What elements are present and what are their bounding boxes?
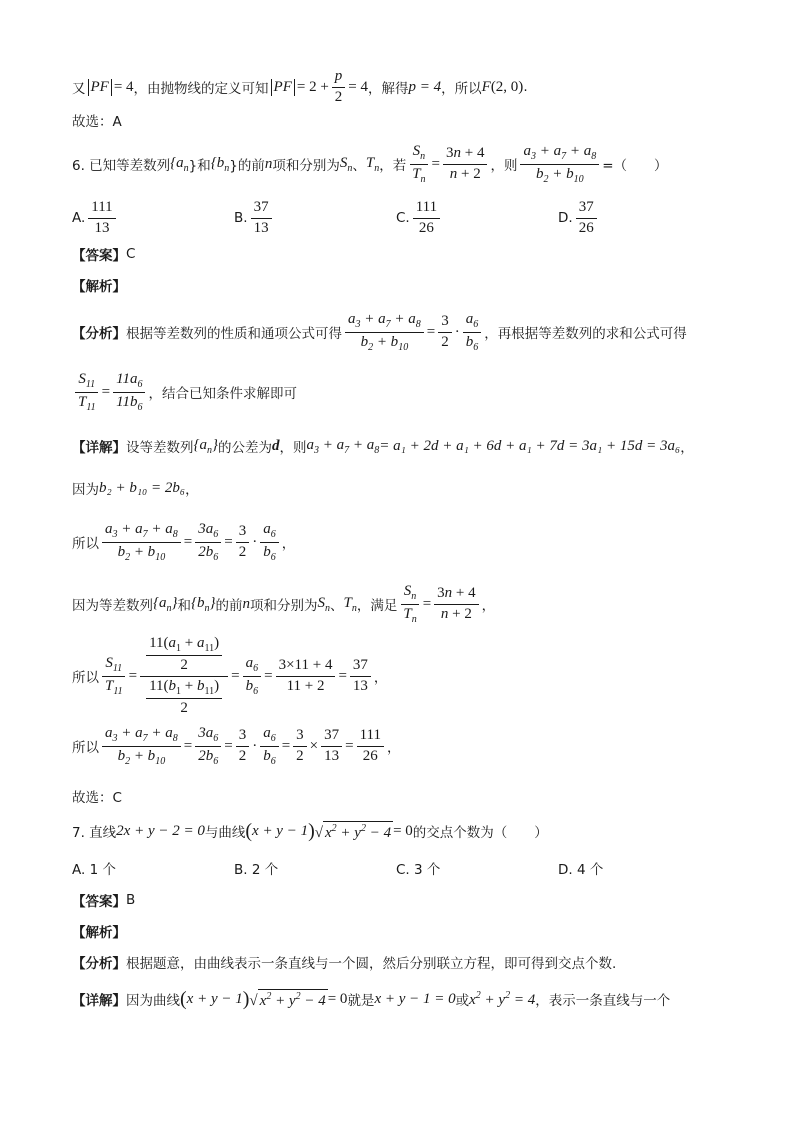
math-eq: = 4 (348, 78, 369, 95)
q6-answer: 【答案】 C (72, 246, 136, 264)
q7-analysis-label: 【解析】 (72, 925, 126, 941)
math-F: F (481, 78, 491, 95)
math-pf: PF (273, 78, 292, 95)
q7-stem: 7. 直线 2x + y − 2 = 0 与曲线 ( x + y − 1 ) √ $x^2 + y^2 - 4$ = 0 的交点个数为（ ） (72, 819, 548, 842)
option-b[interactable]: B. 2 个 (234, 862, 279, 878)
option-c[interactable]: C. $\frac{111}{26}$ (396, 198, 558, 238)
q6-step-final: 所以 $\frac{a_3 + a_7 + a_8}{b_2 + b_{10}}$ = $\frac{3a_6}{2b_6}$ = $\frac{3}{2}$ · $\frac{a_6}{b_6}$ = $\frac{3}{2}$ × $\frac{37}{13}$ = $\frac{111}{26}$ ， (72, 725, 401, 767)
solution-line-1: 又 PF = 4 ，由抛物线的定义可知 PF = 2 + $\frac{p}{2}$ = 4 ，解得 p = 4 ，所以 F (2, 0) . (72, 68, 528, 105)
q7-xiangjie: 【详解】 因为曲线 ( x + y − 1 ) √ $x^2 + y^2 - 4$ = 0 就是 x + y − 1 = 0 或 $x^2 + y^2 = 4$ ，表示一条直线与一个 (72, 987, 671, 1010)
q6-xiangjie: 【详解】 设等差数列 $\{a_n\}$ 的公差为 d ，则 $a_3 + a_7 + a_8$ = a₁ + 2d + a₁ + 6d + a₁ + 7d = 3a₁ + 15d = 3a₆ ， (72, 436, 694, 456)
q6-step-b: 因为 b₂ + b₁₀ = 2b₆ ， (72, 479, 199, 498)
fraction-p-over-2: $\frac{p}{2}$ (332, 68, 346, 106)
select-a: 故选：A (72, 114, 122, 130)
q6-stem: 6. 已知等差数列 {$a_n$ }和 {$b_n$ }的前 n 项和分别为 $S_n$ 、 $T_n$ ，若 $\frac{S_n}{T_n}$ = $\frac{3n + 4}{n + 2}$ ，则 $\frac{a_3 + a_7 + a_8}{b_2 + b_{10}}$ =（ ） (72, 143, 668, 185)
q6-fenxi: 【分析】 根据等差数列的性质和通项公式可得 $\frac{a_3 + a_7 + a_8}{b_2 + b_{10}}$ = $\frac{3}{2}$ · $\frac{a_6}{b_6}$ ，再根据等差数列的求和公式可得 (72, 311, 687, 353)
q6-step-s11: 所以 $\frac{S_{11}}{T_{11}}$ = $\frac{\frac{11(a_1 + a_{11})}{2}}{\frac{11(b_1 + b_{11})}{2}}$ = $\frac{a_6}{b_6}$ = $\frac{3\times 11 + 4}{11 + 2}$ = $\frac{37}{13}$ ， (72, 634, 388, 716)
math-eq: = 2 + (296, 78, 329, 95)
q6-options (72, 198, 732, 238)
math-pf: PF (90, 78, 109, 95)
option-d[interactable]: D. $\frac{37}{26}$ (558, 198, 720, 238)
math-p: p = 4 (408, 78, 442, 95)
q6-analysis-label: 【解析】 (72, 279, 126, 295)
select-c: 故选：C (72, 790, 122, 806)
option-d[interactable]: D. 4 个 (558, 862, 604, 878)
text: ，由抛物线的定义可知 (133, 81, 269, 97)
q7-answer: 【答案】 B (72, 892, 136, 910)
option-a[interactable]: A. 1 个 (72, 862, 116, 878)
text: 又 (72, 81, 86, 97)
math-coord: (2, 0) (490, 78, 524, 95)
q6-step-cond: 因为等差数列 $\{a_n\}$ 和 $\{b_n\}$ 的前 n 项和分别为 $S_n$ 、 $T_n$ ，满足 $\frac{S_n}{T_n}$ = $\frac{3n + 4}{n + 2}$ ， (72, 583, 496, 625)
q6-step-ratio: 所以 $\frac{a_3 + a_7 + a_8}{b_2 + b_{10}}$ = $\frac{3a_6}{2b_6}$ = $\frac{3}{2}$ · $\frac{a_6}{b_6}$ ， (72, 521, 296, 563)
option-a[interactable]: A. $\frac{111}{13}$ (72, 198, 234, 238)
text: ，所以 (441, 81, 482, 97)
q7-options (72, 858, 732, 878)
option-b[interactable]: B. $\frac{37}{13}$ (234, 198, 396, 238)
math-eq: = 4 (113, 78, 134, 95)
text: ，解得 (368, 81, 409, 97)
option-c[interactable]: C. 3 个 (396, 862, 441, 878)
q7-fenxi: 【分析】 根据题意，由曲线表示一条直线与一个圆，然后分别联立方程，即可得到交点个数. (72, 956, 617, 972)
q6-fenxi-cont: $\frac{S_{11}}{T_{11}}$ = $\frac{11a_6}{11b_6}$ ，结合已知条件求解即可 (72, 370, 734, 414)
